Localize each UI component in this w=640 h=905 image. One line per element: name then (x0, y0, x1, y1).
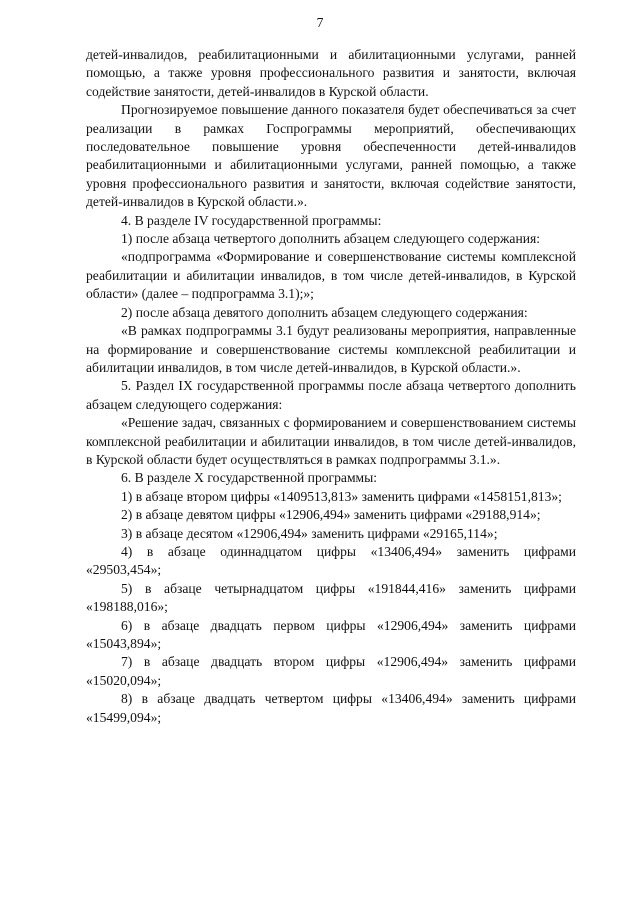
paragraph: 5) в абзаце четырнадцатом цифры «191844,416» заменить цифрами «198188,016»; (86, 580, 576, 615)
paragraph: 4) в абзаце одиннадцатом цифры «13406,494» заменить цифрами «29503,454»; (86, 543, 576, 578)
paragraph: 2) в абзаце девятом цифры «12906,494» заменить цифрами «29188,914»; (121, 507, 541, 523)
paragraph: 2) после абзаца девятого дополнить абзацем следующего содержания: (121, 304, 528, 320)
paragraph: «В рамках подпрограммы 3.1 будут реализованы мероприятия, направленные на формирование и совершенствование системы комплексной реабилитации и абилитации инвалидов, в том числе детей-инвалидов, в Курской области.». (86, 323, 576, 375)
paragraph: 3) в абзаце десятом «12906,494» заменить цифрами «29165,114»; (121, 525, 498, 541)
paragraph: 4. В разделе IV государственной программы: (121, 212, 382, 228)
document-body (86, 46, 576, 727)
paragraph: 6. В разделе X государственной программы: (121, 470, 378, 486)
paragraph: 5. Раздел IX государственной программы после абзаца четвертого дополнить абзацем следующего содержания: (86, 378, 576, 412)
paragraph: 1) после абзаца четвертого дополнить абзацем следующего содержания: (121, 231, 541, 247)
paragraph: детей-инвалидов, реабилитационными и абилитационными услугами, ранней помощью, а также уровня профессионального развития и занятости, включая содействие занятости, детей-инвалидов в Курской области. (86, 47, 576, 99)
paragraph: 7) в абзаце двадцать втором цифры «12906,494» заменить цифрами «15020,094»; (86, 654, 576, 688)
paragraph: «Решение задач, связанных с формированием и совершенствованием системы комплексной реабилитации и абилитации инвалидов, в том числе детей-инвалидов, в Курской области будет осуществляться в рамках подпрограммы 3.1.». (86, 415, 576, 467)
paragraph: Прогнозируемое повышение данного показателя будет обеспечиваться за счет реализации в рамках Госпрограммы мероприятий, обеспечивающих последовательное повышение уровня обеспеченности детей-инвалидов реабилитационными и абилитационными услугами, ранней помощью, а также уровня профессионального развития и занятости, включая содействие занятости, детей-инвалидов в Курской области.». (86, 102, 576, 210)
paragraph: «подпрограмма «Формирование и совершенствование системы комплексной реабилитации и абилитации инвалидов, в том числе детей-инвалидов, в Курской области» (далее – подпрограмма 3.1);»; (86, 249, 576, 302)
paragraph: 6) в абзаце двадцать первом цифры «12906,494» заменить цифрами «15043,894»; (86, 617, 576, 651)
page-number: 7 (316, 15, 324, 30)
paragraph: 1) в абзаце втором цифры «1409513,813» заменить цифрами «1458151,813»; (121, 488, 562, 504)
paragraph: 8) в абзаце двадцать четвертом цифры «13406,494» заменить цифрами «15499,094»; (86, 691, 576, 725)
